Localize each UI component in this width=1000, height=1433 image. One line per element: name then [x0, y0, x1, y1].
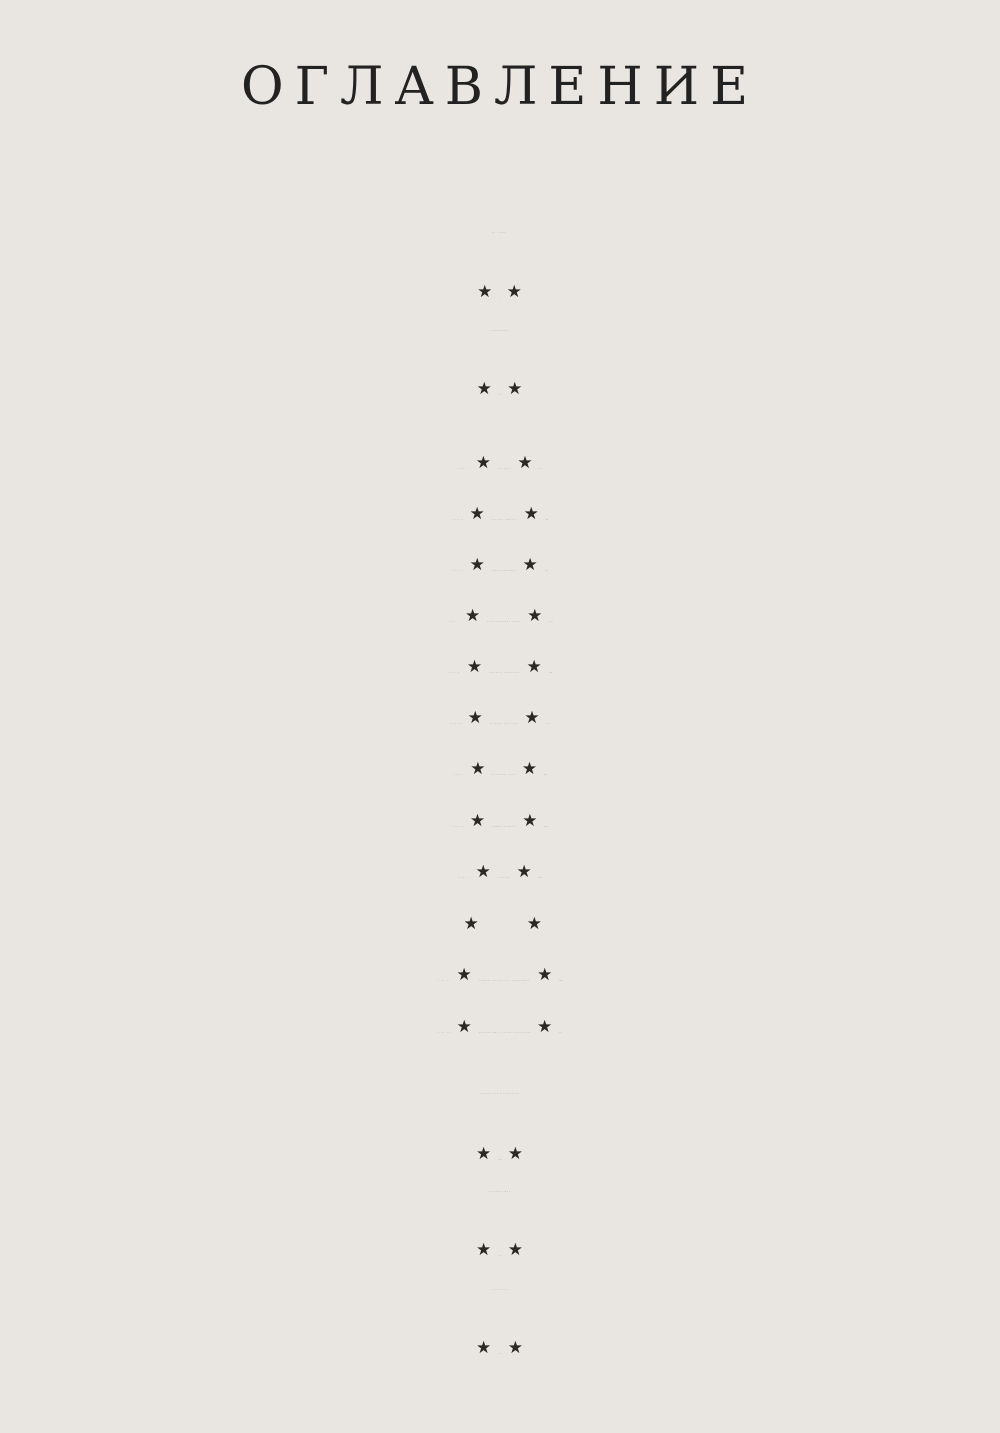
toc-entry-label: БИБЛИОГРАФИЯ	[489, 1192, 511, 1193]
toc-entry-label: ОТ АВТОРА	[492, 233, 508, 234]
toc-entry-label: ПРЕДИСЛОВИЕ	[490, 331, 510, 332]
chapter-title: ВЕЛИКОЕ МОЛЧАНИЕ	[489, 724, 519, 725]
chapter-title: ПРЕОБРАЗУЮЩИЙ ОГОНЬ	[487, 622, 522, 623]
star-icon: ★	[475, 453, 493, 473]
toc-chapter-7[interactable]	[0, 760, 1000, 780]
star-icon: ★	[507, 379, 524, 399]
star-icon: ★	[517, 453, 534, 473]
toc-page-number-notes	[0, 1145, 1000, 1165]
toc-entry-index[interactable]	[0, 1290, 1000, 1291]
star-icon: ★	[522, 555, 539, 575]
star-icon: ★	[516, 862, 533, 882]
chapter-title: ТОТ СВЕТ	[498, 469, 512, 470]
toc-chapter-12[interactable]	[0, 1018, 1000, 1038]
toc-chapter-4[interactable]	[0, 607, 1000, 627]
toc-chapter-10[interactable]	[0, 915, 1000, 935]
toc-chapter-2[interactable]	[0, 505, 1000, 525]
star-icon: ★	[464, 606, 482, 626]
star-icon: ★	[469, 504, 486, 524]
toc-entry-preface[interactable]	[0, 331, 1000, 332]
page-number: 423	[498, 1160, 502, 1161]
star-icon: ★	[523, 504, 540, 524]
toc-page-number-index	[0, 1339, 1000, 1359]
toc-page-number-from-author	[0, 283, 1000, 303]
page-number: 37	[539, 469, 542, 470]
star-icon: ★	[507, 1144, 524, 1164]
star-icon: ★	[456, 1017, 473, 1037]
chapter-title: РОССИЯ В ВОЙНЕ	[492, 827, 517, 828]
page-number: 100	[544, 571, 549, 572]
page-number: 195	[546, 724, 551, 725]
star-icon: ★	[537, 1017, 554, 1037]
chapter-prefix: ГЛАВА 3	[451, 571, 464, 572]
page-title: ОГЛАВЛЕНИЕ	[240, 56, 760, 117]
toc-entry-from-author[interactable]	[0, 233, 1000, 234]
chapter-prefix: ГЛАВА 2	[451, 520, 464, 521]
star-icon: ★	[521, 759, 539, 779]
page-number: 162	[548, 673, 553, 674]
star-icon: ★	[477, 282, 494, 302]
chapter-prefix: ГЛАВА 1	[458, 469, 470, 470]
chapter-prefix: ГЛАВА 4	[447, 622, 459, 623]
chapter-prefix: ГЛАВА 7	[452, 775, 465, 776]
star-icon: ★	[524, 708, 541, 728]
chapter-title: КУЛЬТУРА СМЕРТИ	[491, 520, 518, 521]
star-icon: ★	[466, 657, 484, 677]
star-icon: ★	[476, 379, 493, 399]
star-icon: ★	[469, 811, 487, 831]
page-number: 13	[498, 395, 502, 396]
star-icon: ★	[467, 708, 484, 728]
page-number: 133	[549, 622, 553, 623]
chapter-prefix: ГЛАВА 12	[437, 1033, 451, 1034]
page-number: 479	[498, 1256, 502, 1257]
page-number: 363	[559, 981, 563, 982]
star-icon: ★	[469, 555, 486, 575]
toc-page-number-bibliography	[0, 1241, 1000, 1261]
chapter-prefix: ГЛАВА 6	[449, 724, 462, 725]
chapter-prefix: ГЛАВА 5.	[447, 673, 461, 674]
chapter-title: КАМЕННЫЕ НОЧИ	[492, 775, 516, 776]
chapter-title: ПАНТЕОН	[497, 878, 511, 879]
toc-chapter-11[interactable]	[0, 966, 1000, 986]
toc-entry-label: ПРИМЕЧАНИЯ И ИСТОЧНИКИ	[480, 1094, 520, 1095]
star-icon: ★	[522, 811, 539, 831]
page-number: 262	[544, 827, 548, 828]
chapter-title: ПРОШЛОЕ ВЫХОДИТ НА ПОВЕРХНОСТЬ	[478, 981, 532, 982]
page-number: 298	[538, 878, 543, 879]
toc-chapter-6[interactable]	[0, 709, 1000, 729]
chapter-prefix: ГЛАВА 8	[452, 827, 464, 828]
star-icon: ★	[537, 965, 554, 985]
toc-chapter-9[interactable]	[0, 863, 1000, 883]
chapter-prefix: ГЛАВА 11	[437, 981, 451, 982]
toc-page-number-preface	[0, 380, 1000, 400]
star-icon: ★	[526, 657, 543, 677]
star-icon: ★	[456, 965, 473, 985]
toc-entry-label: УКАЗАТЕЛЬ	[492, 1290, 508, 1291]
toc-chapter-5[interactable]	[0, 658, 1000, 678]
page-number: 7	[499, 298, 501, 299]
star-icon: ★	[475, 862, 492, 882]
star-icon: ★	[507, 1338, 524, 1358]
star-icon: ★	[507, 1240, 524, 1260]
toc-chapter-3[interactable]	[0, 556, 1000, 576]
star-icon: ★	[476, 1338, 493, 1358]
star-icon: ★	[527, 606, 544, 626]
star-icon: ★	[526, 914, 543, 934]
star-icon: ★	[463, 914, 480, 934]
chapter-prefix: ГЛАВА 9	[457, 878, 470, 879]
page-number: 229	[544, 775, 548, 776]
star-icon: ★	[476, 1240, 493, 1260]
page-number: 68	[545, 520, 549, 521]
toc-entry-bibliography[interactable]	[0, 1192, 1000, 1193]
toc-chapter-1[interactable]	[0, 454, 1000, 474]
page-number: 394	[559, 1033, 563, 1034]
page-number: 499	[498, 1354, 502, 1355]
toc-chapter-8[interactable]	[0, 812, 1000, 832]
star-icon: ★	[476, 1144, 493, 1164]
star-icon: ★	[470, 759, 487, 779]
chapter-title: ВСЛУШИВАЯСЬ В ГОЛОСА МЕРТВЕЦОВ	[478, 1033, 532, 1034]
toc-entry-notes-and-sources[interactable]	[0, 1094, 1000, 1095]
chapter-title: ДВОРЕЦ СВОБОДЫ	[491, 571, 517, 572]
chapter-title: “КРАСНЫЕ ПОХОРОНЫ”	[489, 673, 521, 674]
star-icon: ★	[506, 282, 523, 302]
